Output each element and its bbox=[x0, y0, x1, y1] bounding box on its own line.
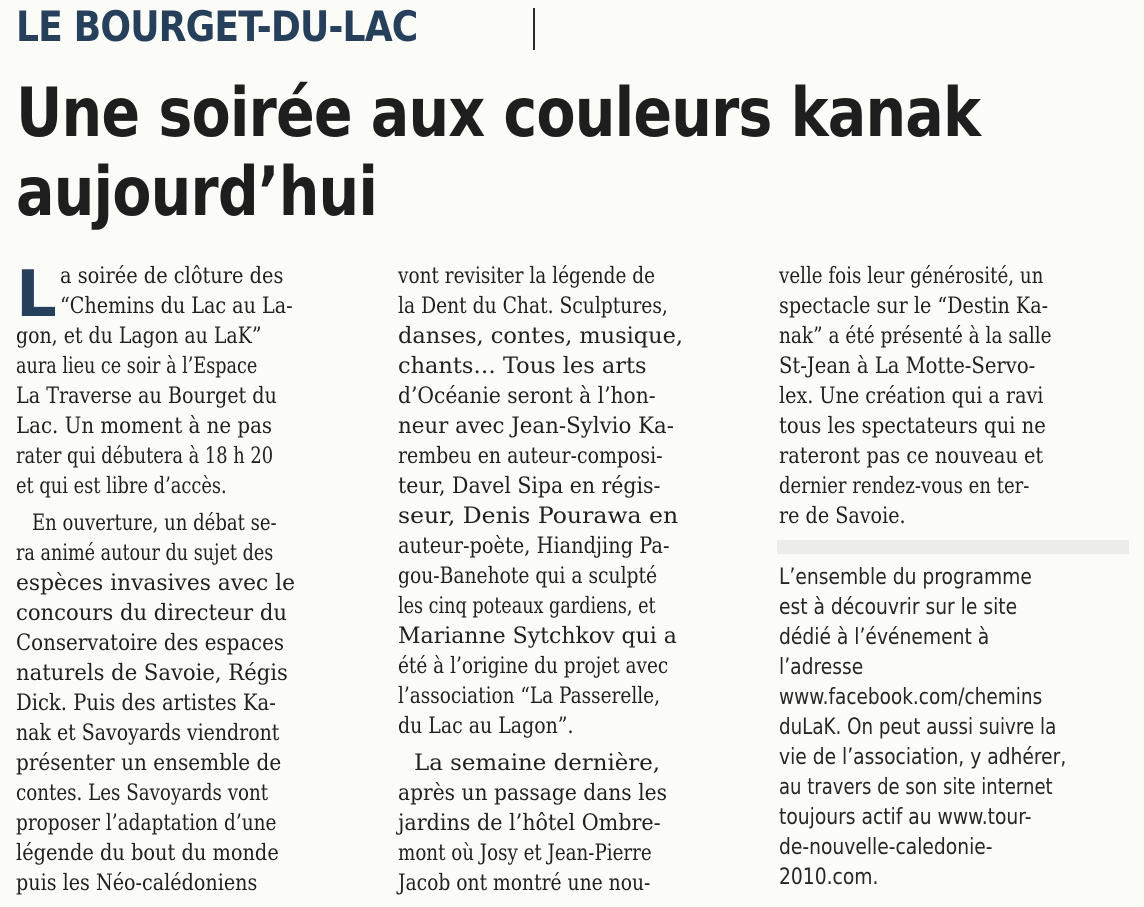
text-line: La semaine dernière, bbox=[414, 751, 661, 776]
text-line: Lac. Un moment à ne pas bbox=[16, 414, 273, 439]
text-line: dédié à l’événement à bbox=[779, 625, 990, 650]
text-line: mont où Josy et Jean-Pierre bbox=[398, 841, 652, 866]
text-line: seur, Denis Pourawa en bbox=[398, 504, 679, 529]
text-line: neur avec Jean-Sylvio Ka- bbox=[398, 414, 674, 439]
article-column-1 bbox=[16, 258, 338, 899]
text-line: ra animé autour du sujet des bbox=[16, 541, 274, 566]
text-line: nak” a été présenté à la salle bbox=[779, 324, 1052, 349]
headline-line-2: aujourd’hui bbox=[16, 153, 378, 232]
text-line: aura lieu ce soir à l’Espace bbox=[16, 354, 258, 379]
text-line: re de Savoie. bbox=[779, 504, 906, 529]
text-line: présenter un ensemble de bbox=[16, 751, 282, 776]
text-line: Dick. Puis des artistes Ka- bbox=[16, 691, 276, 716]
text-line: Conservatoire des espaces bbox=[16, 631, 285, 656]
section-kicker: LE BOURGET-DU-LAC bbox=[16, 2, 418, 51]
text-line: concours du directeur du bbox=[16, 601, 288, 626]
text-line: puis les Néo-calédoniens bbox=[16, 871, 258, 896]
text-line: rembeu en auteur-composi- bbox=[398, 444, 663, 469]
text-line: rater qui débutera à 18 h 20 bbox=[16, 444, 274, 469]
text-line: d’Océanie seront à l’hon- bbox=[398, 384, 656, 409]
text-line: L’ensemble du programme bbox=[779, 565, 1032, 590]
text-line: auteur-poète, Hiandjing Pa- bbox=[398, 534, 670, 559]
text-line: espèces invasives avec le bbox=[16, 571, 295, 596]
text-line: dernier rendez-vous en ter- bbox=[779, 474, 1030, 499]
article-headline bbox=[16, 74, 982, 232]
text-line: velle fois leur générosité, un bbox=[779, 264, 1044, 289]
text-line: du Lac au Lagon”. bbox=[398, 714, 574, 739]
text-line: Jacob ont montré une nou- bbox=[398, 871, 651, 896]
text-line: spectacle sur le “Destin Ka- bbox=[779, 294, 1049, 319]
text-line: la Dent du Chat. Sculptures, bbox=[398, 294, 668, 319]
website-link-tour-end[interactable]: 2010.com. bbox=[779, 865, 879, 890]
text-line: St-Jean à La Motte-Servo- bbox=[779, 354, 1036, 379]
text-line: En ouverture, un débat se- bbox=[32, 511, 277, 536]
text-line: nak et Savoyards viendront bbox=[16, 721, 280, 746]
text-line: vont revisiter la légende de bbox=[398, 264, 656, 289]
text-line: lex. Une création qui a ravi bbox=[779, 384, 1044, 409]
headline-line-1: Une soirée aux couleurs kanak bbox=[16, 74, 981, 153]
text-line: contes. Les Savoyards vont bbox=[16, 781, 269, 806]
text-line: jardins de l’hôtel Ombre- bbox=[398, 811, 661, 836]
text-line: après un passage dans les bbox=[398, 781, 667, 806]
info-box bbox=[779, 563, 1117, 893]
kicker-divider bbox=[533, 8, 535, 50]
article-column-3 bbox=[779, 262, 1104, 532]
text-line: a soirée de clôture des bbox=[60, 264, 284, 289]
text-line: légende du bout du monde bbox=[16, 841, 279, 866]
article-column-2 bbox=[398, 262, 720, 899]
text-line: tous les spectateurs qui ne bbox=[779, 414, 1046, 439]
text-line: les cinq poteaux gardiens, et bbox=[398, 594, 656, 619]
drop-cap: L bbox=[16, 258, 57, 332]
text-line: naturels de Savoie, Régis bbox=[16, 661, 288, 686]
text-line: danses, contes, musique, bbox=[398, 324, 684, 349]
text-line: est à découvrir sur le site bbox=[779, 595, 1018, 620]
text-line: La Traverse au Bourget du bbox=[16, 384, 277, 409]
text-line: gou-Banehote qui a sculpté bbox=[398, 564, 658, 589]
text-line: et qui est libre d’accès. bbox=[16, 474, 227, 499]
text-line: proposer l’adaptation d’une bbox=[16, 811, 277, 836]
text-line: “Chemins du Lac au La- bbox=[60, 294, 293, 319]
text-line: gon, et du Lagon au LaK” bbox=[16, 324, 262, 349]
text-line: au travers de son site internet bbox=[779, 775, 1053, 800]
website-link-facebook[interactable]: www.facebook.com/chemins bbox=[779, 685, 1043, 710]
website-link-tour-cont[interactable]: de-nouvelle-caledonie- bbox=[779, 835, 993, 860]
text-line: teur, Davel Sipa en régis- bbox=[398, 474, 661, 499]
text-line: été à l’origine du projet avec bbox=[398, 654, 669, 679]
text-line: l’association “La Passerelle, bbox=[398, 684, 660, 709]
text-line: vie de l’association, y adhérer, bbox=[779, 745, 1067, 770]
text-line: chants… Tous les arts bbox=[398, 354, 647, 379]
text-line: l’adresse bbox=[779, 655, 864, 680]
website-link-tour[interactable]: toujours actif au www.tour- bbox=[779, 805, 1032, 830]
text-line: rateront pas ce nouveau et bbox=[779, 444, 1044, 469]
info-separator bbox=[777, 540, 1129, 554]
text-line: duLaK. On peut aussi suivre la bbox=[779, 715, 1057, 740]
text-line: Marianne Sytchkov qui a bbox=[398, 624, 677, 649]
